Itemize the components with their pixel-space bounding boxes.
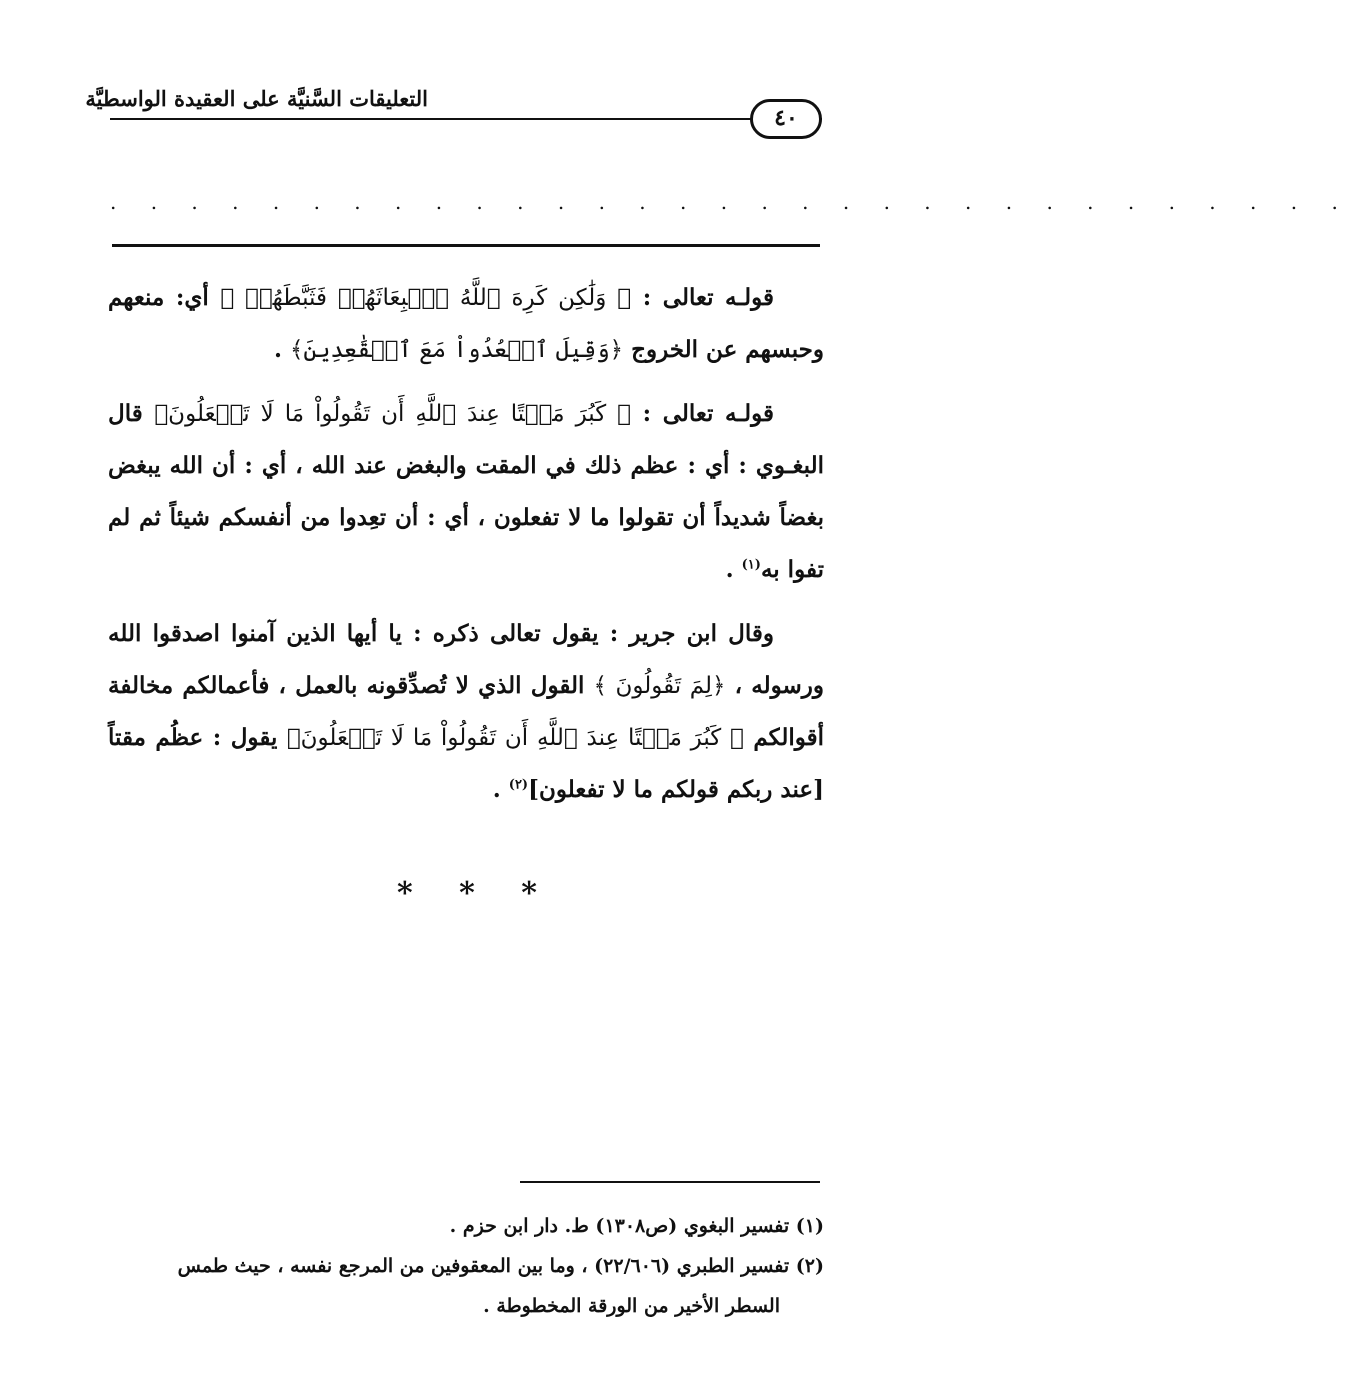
paragraph-3 <box>108 608 824 816</box>
section-separator-stars: * * * <box>397 876 555 911</box>
paragraph-2 <box>108 388 824 596</box>
dotted-separator: . . . . . . . . . . . . . . . . . . . . . . . . . . . . . . . <box>110 190 1352 214</box>
text-segment: . <box>725 556 742 583</box>
paragraph-1 <box>108 272 824 376</box>
footnote-ref: (١) <box>741 557 761 573</box>
text-segment: . <box>273 336 290 363</box>
quran-verse: ﴿ كَبُرَ مَقۡتًا عِندَ ٱللَّهِ أَن تَقُولُواْ مَا لَا تَفۡعَلُونَ﴾ <box>154 401 631 427</box>
page-number: ٤٠ <box>774 105 798 131</box>
footnote-rule <box>520 1181 820 1183</box>
text-segment: القول الذي لا تُصدِّقونه بالعمل ، فأعمالكم مخالفة أقوالكم <box>108 672 824 751</box>
footnote-1: (١) تفسير البغوي (ص١٣٠٨) ط. دار ابن حزم . <box>449 1215 824 1237</box>
quran-verse: ﴿ وَلَٰكِن كَرِهَ ٱللَّهُ ٱنۢبِعَاثَهُمۡ فَثَبَّطَهُمۡ ﴾ <box>220 285 632 311</box>
text-segment: قال البغـوي : أي : عظم ذلك في المقت والبغض عند الله ، أي : أن الله يبغض بغضاً شديداً أن تقولوا ما لا تفعلون ، أي : أن تعِدوا من أنفسكم شيئاً ثم لم تفوا به <box>108 400 824 583</box>
text-segment: قولـه تعالى : <box>630 400 774 427</box>
page-number-badge <box>750 99 822 139</box>
text-segment: أي: منعهم وحبسهم عن الخروج <box>108 284 824 363</box>
quran-verse: ﴿ كَبُرَ مَقۡتًا عِندَ ٱللَّهِ أَن تَقُولُواْ مَا لَا تَفۡعَلُونَ﴾ <box>286 725 744 751</box>
header-rule <box>110 118 822 120</box>
text-segment: وقال ابن جرير : يقول تعالى ذكره : يا أيها الذين آمنوا اصدقوا الله ورسوله ، <box>108 620 824 699</box>
quran-verse: ﴿لِمَ تَقُولُونَ ﴾ <box>593 673 726 699</box>
content-rule <box>112 244 820 247</box>
text-segment: . <box>492 776 509 803</box>
main-text <box>108 272 824 828</box>
text-segment: قولـه تعالى : <box>631 284 775 311</box>
running-header-title: التعليقات السَّنيَّة على العقيدة الواسطيَّة <box>85 86 428 111</box>
footnote-ref: (٢) <box>508 777 529 793</box>
footnotes <box>108 1206 824 1326</box>
text-segment: يقول : عظُم مقتاً [عند ربكم قولكم ما لا تفعلون] <box>108 724 824 803</box>
quran-verse: ﴿وَقِيلَ ٱقۡعُدُواْ مَعَ ٱلۡقَٰعِدِينَ﴾ <box>289 337 624 363</box>
footnote-2-continuation: السطر الأخير من الورقة المخطوطة . <box>483 1295 780 1317</box>
footnote-2: (٢) تفسير الطبري (٢٢/٦٠٦) ، وما بين المعقوفين من المرجع نفسه ، حيث طمس <box>177 1255 824 1277</box>
